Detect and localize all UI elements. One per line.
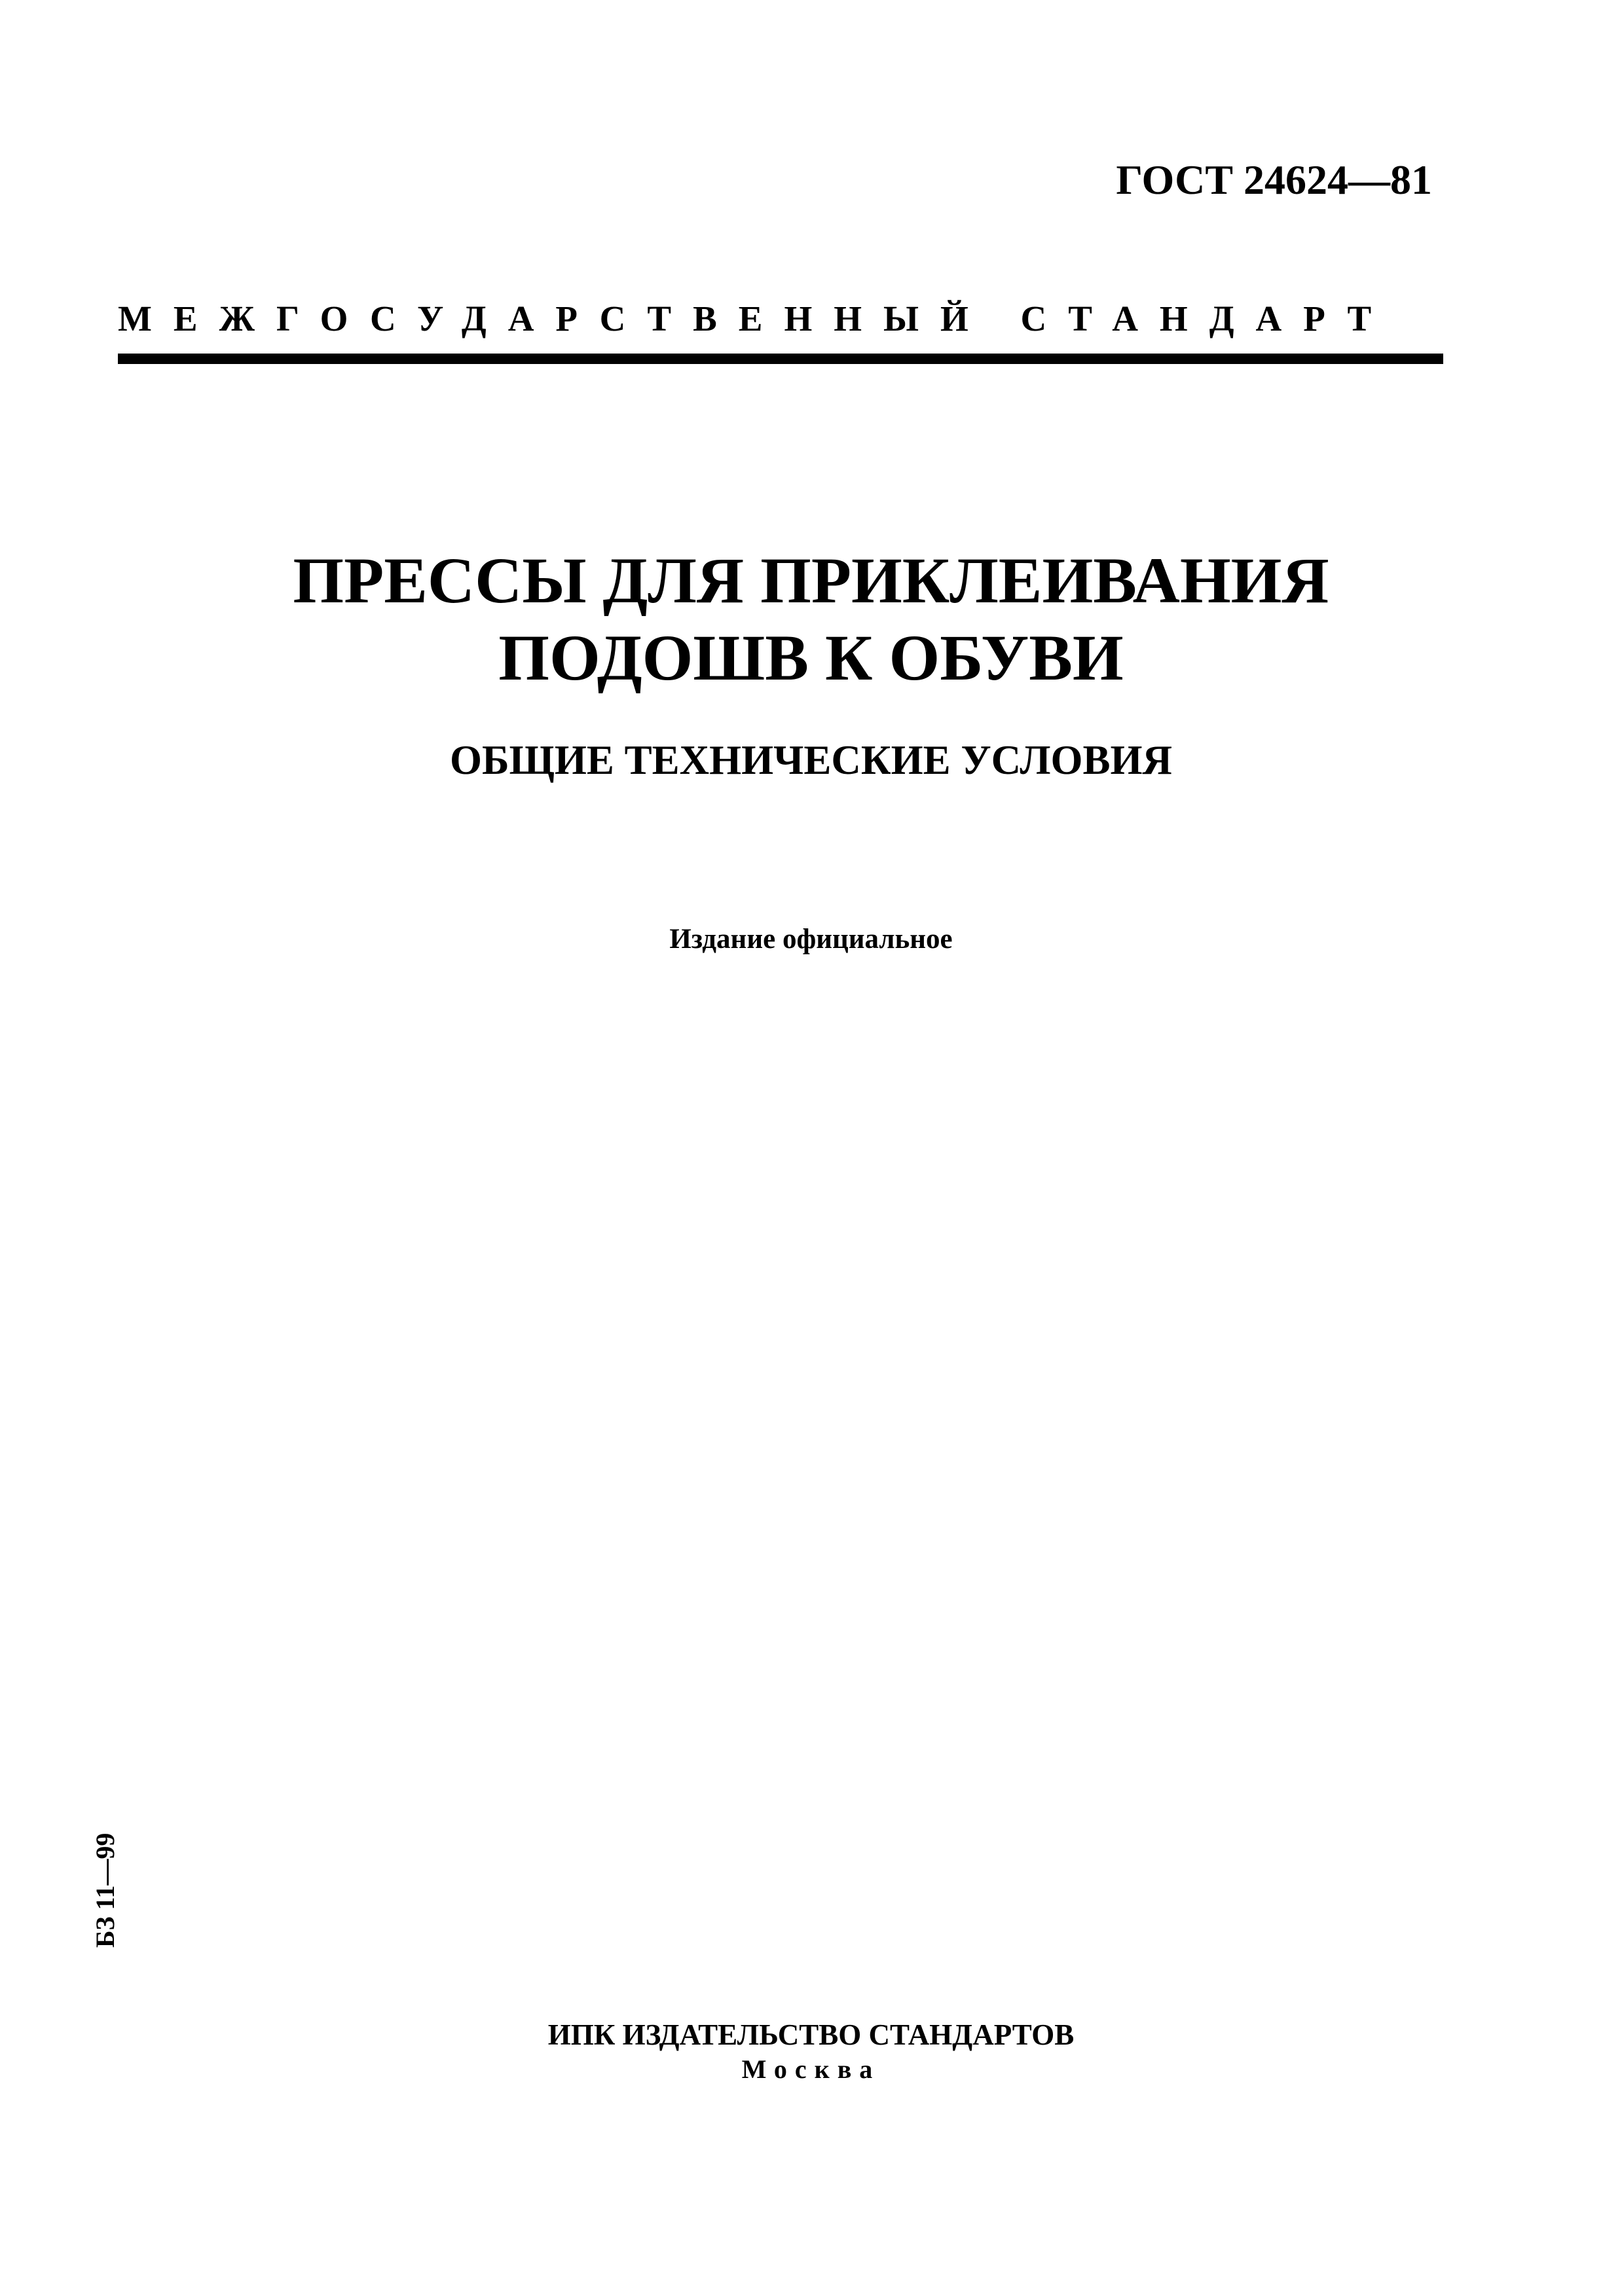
publisher-name: ИПК ИЗДАТЕЛЬСТВО СТАНДАРТОВ [547, 2018, 1075, 2051]
edition-note: Издание официальное [669, 924, 953, 955]
heading-rule [118, 354, 1443, 364]
title-line-1: ПРЕССЫ ДЛЯ ПРИКЛЕИВАНИЯ [293, 544, 1329, 617]
standard-type-heading: МЕЖГОСУДАРСТВЕННЫЙ СТАНДАРТ [118, 299, 1393, 338]
document-number: ГОСТ 24624—81 [1116, 156, 1432, 203]
publisher-city: Москва [741, 2054, 881, 2084]
document-title [0, 542, 1622, 697]
title-line-2: ПОДОШВ К ОБУВИ [498, 621, 1124, 694]
side-code: БЗ 11—99 [90, 1832, 120, 1948]
document-subtitle: ОБЩИЕ ТЕХНИЧЕСКИЕ УСЛОВИЯ [450, 737, 1172, 783]
